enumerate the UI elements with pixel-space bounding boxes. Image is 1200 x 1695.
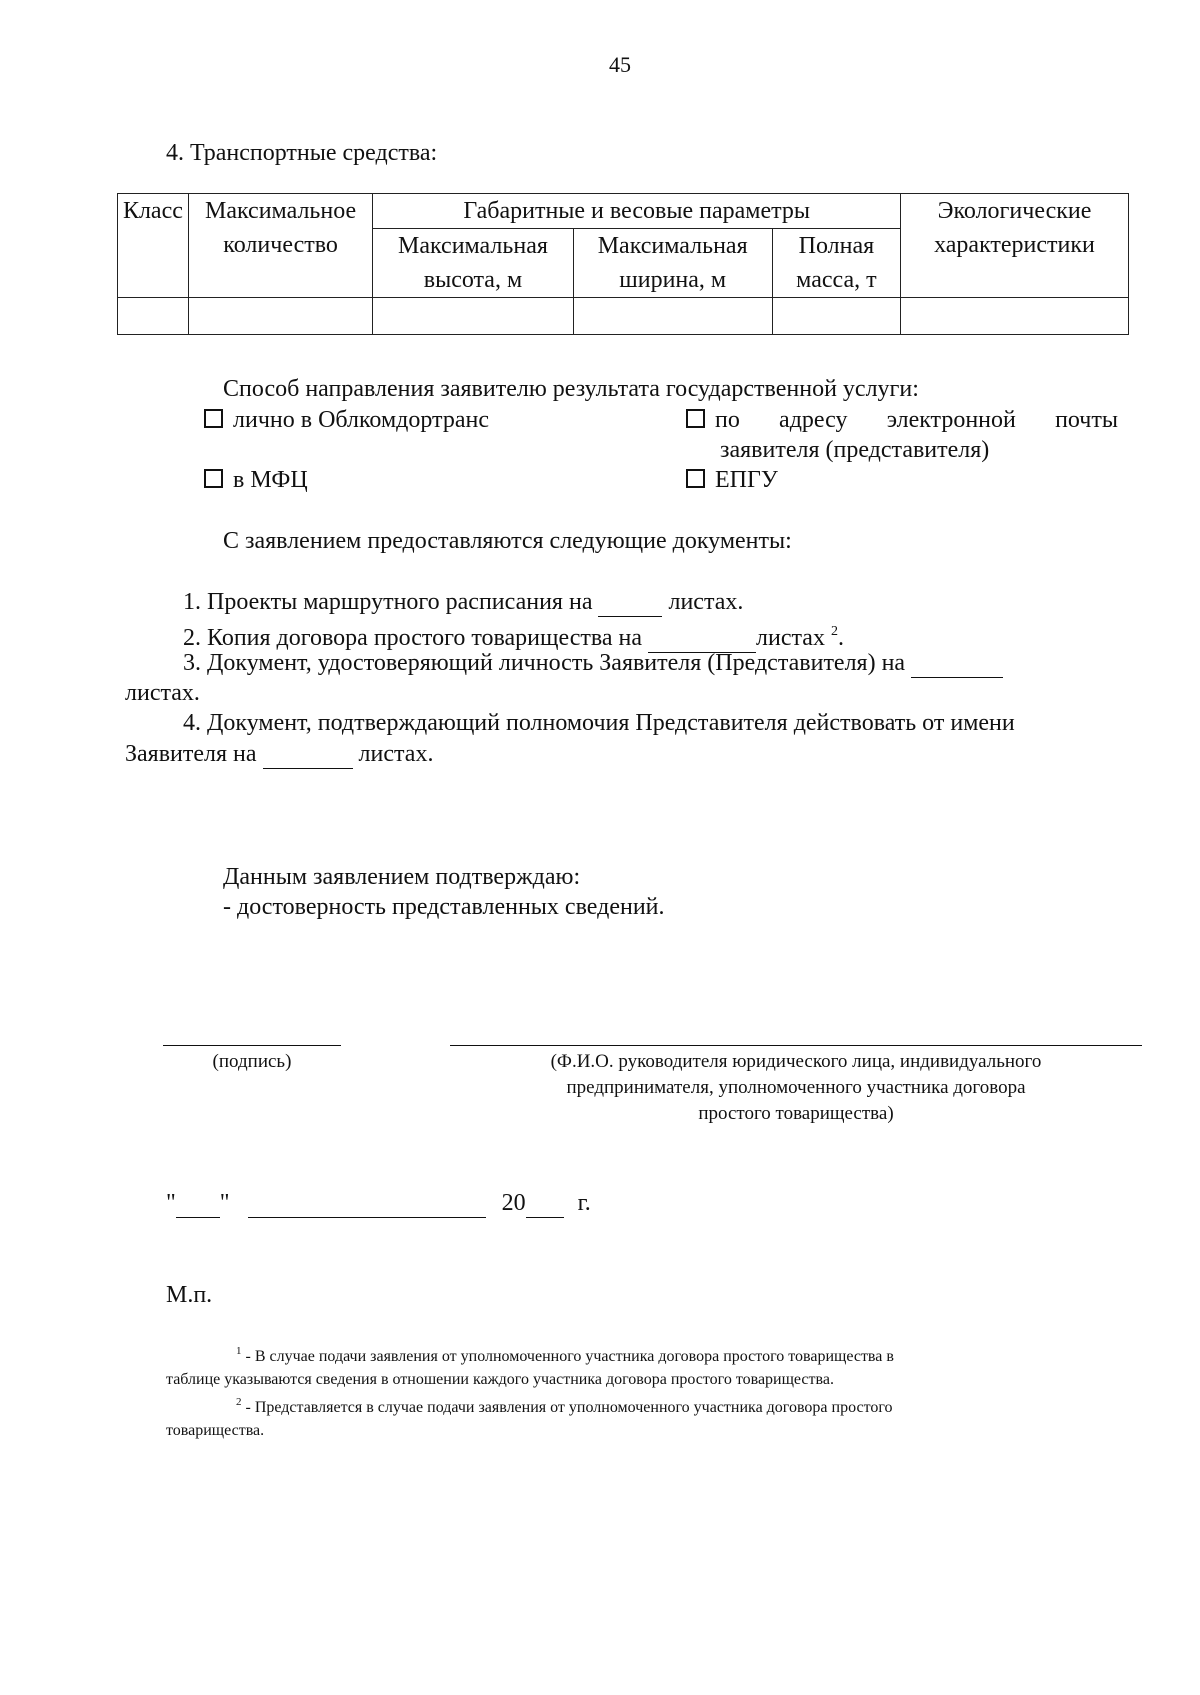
table-cell[interactable] <box>118 298 189 335</box>
stamp-place: М.п. <box>166 1282 213 1308</box>
blank-field[interactable] <box>598 594 662 617</box>
checkbox-icon[interactable] <box>686 469 705 488</box>
fio-line[interactable] <box>450 1045 1142 1046</box>
date-line: " " 20 г. <box>166 1190 591 1216</box>
checkbox-icon[interactable] <box>204 469 223 488</box>
signature-line[interactable] <box>163 1045 341 1046</box>
vehicles-table <box>117 193 1129 335</box>
header-max-width: Максимальная ширина, м <box>573 229 772 298</box>
fio-caption: (Ф.И.О. руководителя юридического лица, индивидуального предпринимателя, уполномоченного участника договора простого товарищества) <box>550 1051 1042 1124</box>
document-item-4: 4. Документ, подтверждающий полномочия Представителя действовать от имени <box>183 710 1015 736</box>
header-class: Класс <box>118 194 189 298</box>
delivery-option-epgu[interactable]: ЕПГУ <box>686 465 778 495</box>
table-row <box>118 298 1129 335</box>
document-item-3-cont: листах. <box>125 680 200 706</box>
document-item-2: 2. Копия договора простого товарищества на листах $^2$. <box>183 624 844 651</box>
document-item-3: 3. Документ, удостоверяющий личность Заявителя (Представителя) на <box>183 648 1003 678</box>
checkbox-icon[interactable] <box>204 409 223 428</box>
footnote-1: $^1$ - В случае подачи заявления от уполномоченного участника договора простого товарищества в <box>236 1345 894 1365</box>
documents-heading: С заявлением предоставляются следующие документы: <box>223 528 792 554</box>
header-max-height: Максимальная высота, м <box>373 229 573 298</box>
confirm-heading: Данным заявлением подтверждаю: <box>223 864 581 890</box>
year-field[interactable] <box>526 1195 564 1218</box>
blank-field[interactable] <box>263 746 353 769</box>
delivery-option-email[interactable]: по адресу электронной почты <box>686 405 1118 435</box>
confirm-item: - достоверность представленных сведений. <box>223 894 665 920</box>
signature-caption: (подпись) <box>212 1051 292 1072</box>
checkbox-icon[interactable] <box>686 409 705 428</box>
blank-field[interactable] <box>911 655 1003 678</box>
table-cell[interactable] <box>188 298 372 335</box>
month-field[interactable] <box>248 1195 486 1218</box>
footnote-2: $^2$ - Представляется в случае подачи заявления от уполномоченного участника договора простого <box>236 1396 893 1416</box>
table-cell[interactable] <box>573 298 772 335</box>
footnotes: $^1$ - В случае подачи заявления от уполномоченного участника договора простого товарищества в таблице указываются сведения в отношении каждого участника договора простого товарищества. $^2$ - Представляется в случае подачи заявления от уполномоченного участника договора простого товарищества. <box>166 1340 1086 1442</box>
table-cell[interactable] <box>772 298 900 335</box>
header-total-mass: Полная масса, т <box>772 229 900 298</box>
document-item-1: 1. Проекты маршрутного расписания на листах. <box>183 589 744 615</box>
delivery-option-personal[interactable]: лично в Облкомдортранс <box>204 405 489 435</box>
header-ecology: Экологические характеристики <box>900 194 1128 298</box>
header-max-quantity: Максимальное количество <box>188 194 372 298</box>
delivery-option-email-line2: заявителя (представителя) <box>720 437 990 463</box>
table-cell[interactable] <box>900 298 1128 335</box>
day-field[interactable] <box>176 1195 220 1218</box>
document-item-4-cont: Заявителя на листах. <box>125 741 434 767</box>
section-title: 4. Транспортные средства: <box>166 140 438 166</box>
delivery-heading: Способ направления заявителю результата государственной услуги: <box>223 376 919 402</box>
table-cell[interactable] <box>373 298 573 335</box>
page-number: 45 <box>609 52 631 77</box>
header-dimensions: Габаритные и весовые параметры <box>373 194 901 229</box>
delivery-option-mfc[interactable]: в МФЦ <box>204 465 308 495</box>
